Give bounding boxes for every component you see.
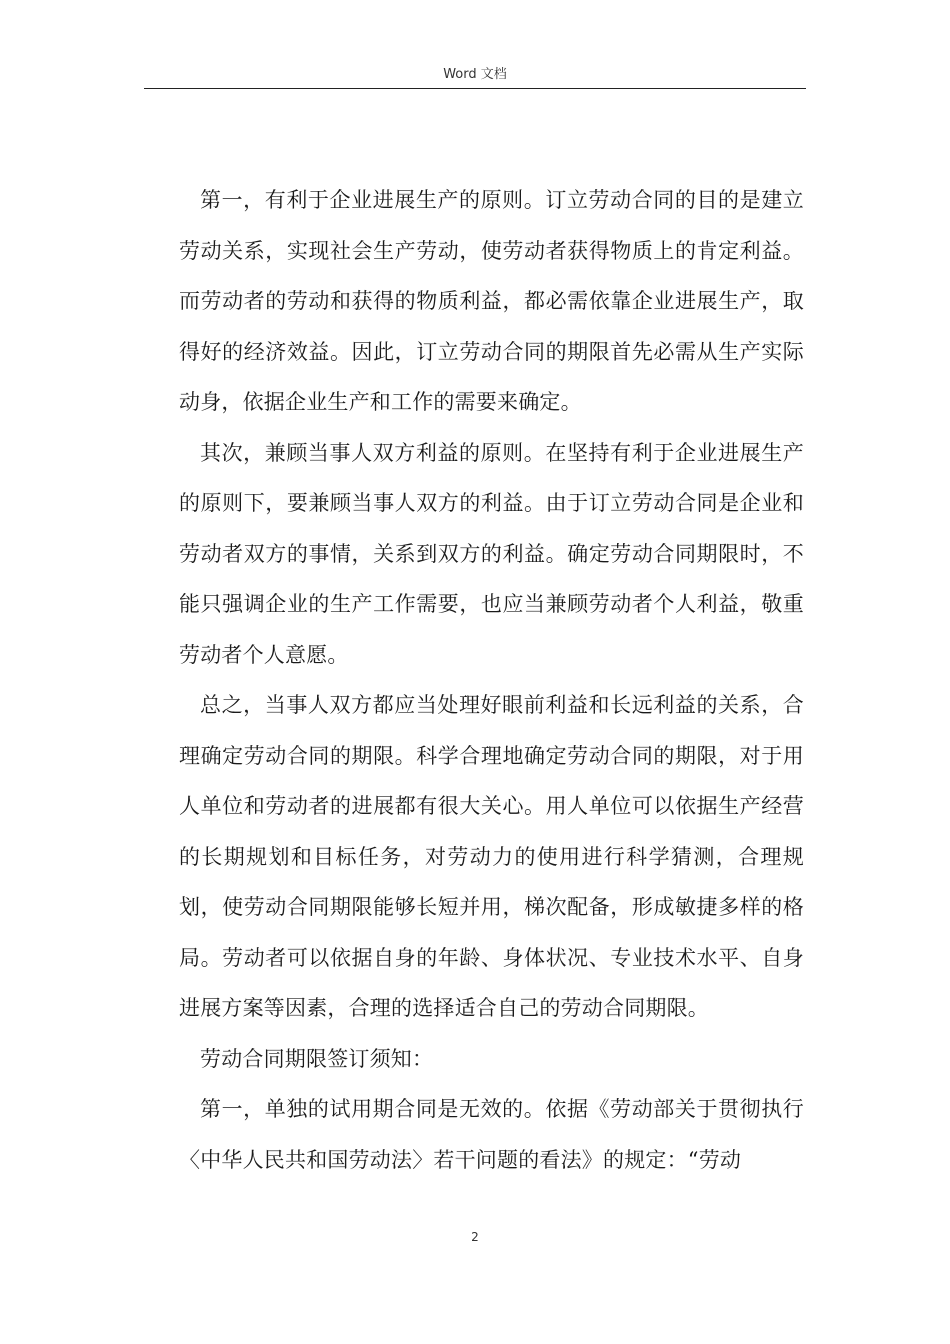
- paragraph-1: 第一，有利于企业进展生产的原则。订立劳动合同的目的是建立劳动关系，实现社会生产劳动，使劳动者获得物质上的肯定利益。而劳动者的劳动和获得的物质利益，都必需依靠企业进展生产，取得好的经济效益。因此，订立劳动合同的期限首先必需从生产实际动身，依据企业生产和工作的需要来确定。: [179, 188, 804, 414]
- document-body: [179, 175, 804, 1185]
- page-header: [144, 66, 806, 89]
- paragraph-3: 总之，当事人双方都应当处理好眼前利益和长远利益的关系，合理确定劳动合同的期限。科学合理地确定劳动合同的期限，对于用人单位和劳动者的进展都有很大关心。用人单位可以依据生产经营的长期规划和目标任务，对劳动力的使用进行科学猜测，合理规划，使劳动合同期限能够长短并用，梯次配备，形成敏捷多样的格局。劳动者可以依据自身的年龄、身体状况、专业技术水平、自身进展方案等因素，合理的选择适合自己的劳动合同期限。: [179, 693, 804, 1020]
- header-title: Word 文档: [443, 67, 507, 82]
- paragraph-2: 其次，兼顾当事人双方利益的原则。在坚持有利于企业进展生产的原则下，要兼顾当事人双方的利益。由于订立劳动合同是企业和劳动者双方的事情，关系到双方的利益。确定劳动合同期限时，不能只强调企业的生产工作需要，也应当兼顾劳动者个人利益，敬重劳动者个人意愿。: [179, 440, 804, 667]
- paragraph-5: 第一，单独的试用期合同是无效的。依据《劳动部关于贯彻执行〈中华人民共和国劳动法〉若干问题的看法》的规定：“劳动: [179, 1097, 804, 1172]
- paragraph-4: 劳动合同期限签订须知：: [200, 1046, 434, 1071]
- page-number: 2: [471, 1230, 479, 1244]
